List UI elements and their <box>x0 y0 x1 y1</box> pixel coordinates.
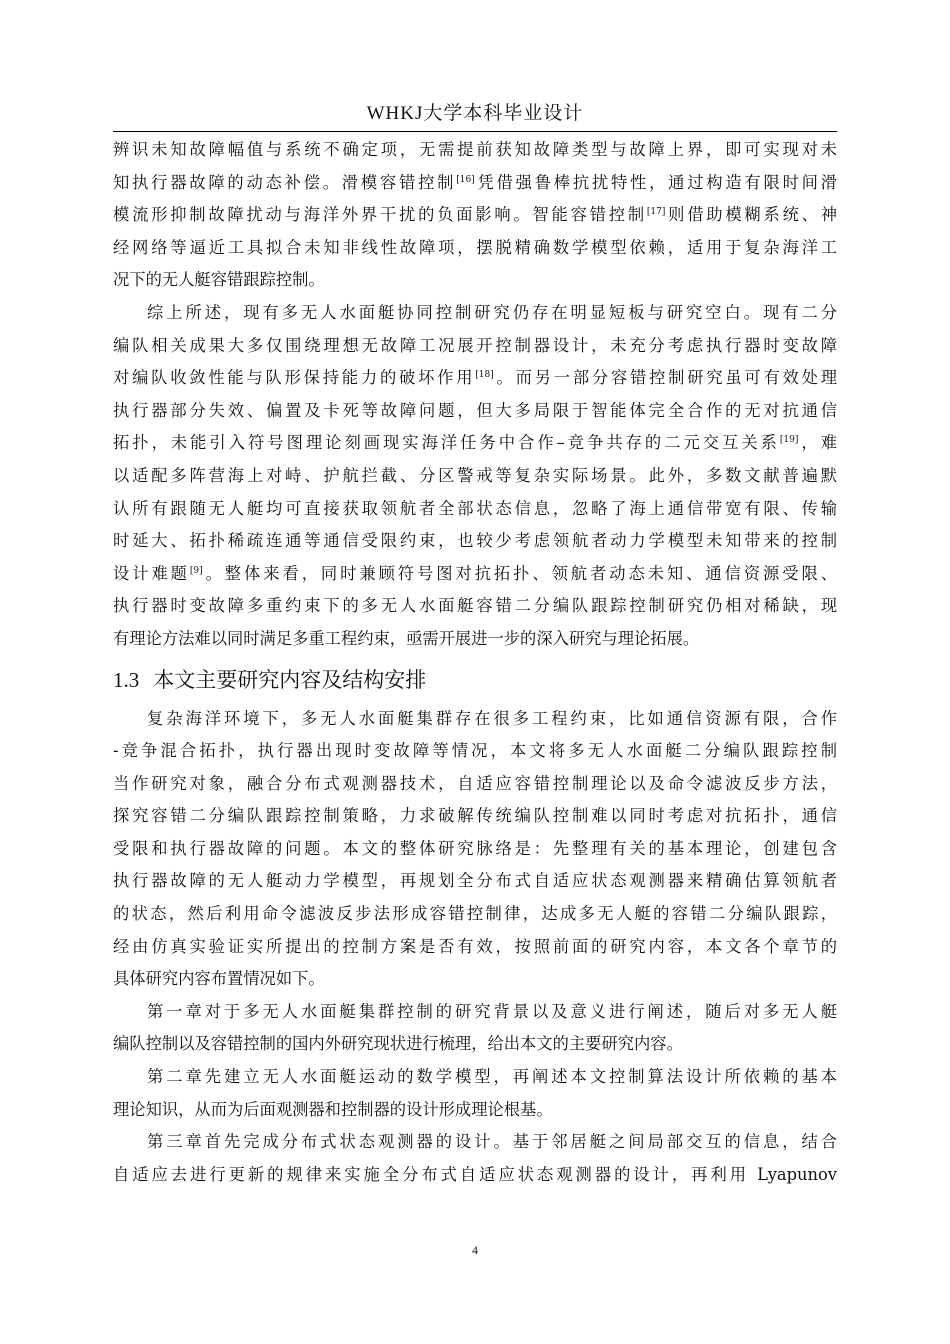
text-line: 探究容错二分编队跟踪控制策略，力求破解传统编队控制难以同时考虑对抗拓扑，通信 <box>113 806 837 826</box>
text-line: 以适配多阵营海上对峙、护航拦截、分区警戒等复杂实际场景。此外，多数文献普遍默 <box>113 465 837 485</box>
text-line: 第三章首先完成分布式状态观测器的设计。基于邻居艇之间局部交互的信息，结合 <box>147 1132 837 1152</box>
text-line: 有理论方法难以同时满足多重工程约束，亟需开展进一步的深入研究与理论拓展。 <box>113 628 700 648</box>
section-title: 本文主要研究内容及结构安排 <box>153 667 427 692</box>
citation-ref: [16] <box>456 174 475 185</box>
text-line: 经由仿真实验证实所提出的控制方案是否有效，按照前面的研究内容，本文各个章节的 <box>113 936 837 956</box>
text-line: 执行器部分失效、偏置及卡死等故障问题，但大多局限于智能体完全合作的无对抗通信 <box>113 400 837 420</box>
text-line: 的状态，然后利用命令滤波反步法形成容错控制律，达成多无人艇的容错二分编队跟踪， <box>113 904 837 924</box>
page-body <box>113 134 837 1191</box>
paragraph-chapter-two <box>113 1061 837 1126</box>
text-line: 当作研究对象，融合分布式观测器技术，自适应容错控制理论以及命令滤波反步方法， <box>113 773 837 793</box>
citation-ref: [19] <box>779 435 799 446</box>
paragraph-research-content <box>113 703 837 996</box>
text-line: 受限和执行器故障的问题。本文的整体研究脉络是：先整理有关的基本理论，创建包含 <box>113 838 837 858</box>
text-line: 复杂海洋环境下，多无人水面艇集群存在很多工程约束，比如通信资源有限，合作 <box>147 708 837 728</box>
text-line: 知执行器故障的动态补偿。滑模容错控制[16]凭借强鲁棒抗扰特性，通过构造有限时间滑 <box>113 172 837 192</box>
section-heading <box>113 657 837 703</box>
text-line: 执行器时变故障多重约束下的多无人水面艇容错二分编队跟踪控制研究仍相对稀缺，现 <box>113 596 837 616</box>
citation-ref: [17] <box>646 207 666 218</box>
paragraph-chapter-three <box>113 1126 837 1191</box>
text-line: 具体研究内容布置情况如下。 <box>113 969 325 989</box>
text-line: 时延大、拓扑稀疏连通等通信受限约束，也较少考虑领航者动力学模型未知带来的控制 <box>113 531 837 551</box>
paragraph-fault-tolerant-methods <box>113 134 837 297</box>
text-line: 理论知识，从而为后面观测器和控制器的设计形成理论根基。 <box>113 1099 553 1119</box>
text-line: 认所有跟随无人艇均可直接获取领航者全部状态信息，忽略了海上通信带宽有限、传输 <box>113 498 837 518</box>
paragraph-research-gaps <box>113 297 837 656</box>
text-line: 模流形抑制故障扰动与海洋外界干扰的负面影响。智能容错控制[17]则借助模糊系统、神 <box>113 205 837 225</box>
text-line: 执行器故障的无人艇动力学模型，再规划全分布式自适应状态观测器来精确估算领航者 <box>113 871 837 891</box>
text-line: 第一章对于多无人水面艇集群控制的研究背景以及意义进行阐述，随后对多无人艇 <box>147 1001 837 1021</box>
text-line: 设计难题[9]。整体来看，同时兼顾符号图对抗拓扑、领航者动态未知、通信资源受限、 <box>113 563 837 583</box>
paragraph-chapter-one <box>113 996 837 1061</box>
page-number: 4 <box>472 1243 478 1257</box>
text-line: 编队控制以及容错控制的国内外研究现状进行梳理，给出本文的主要研究内容。 <box>113 1034 683 1054</box>
section-number: 1.3 <box>113 667 140 692</box>
text-line: 经网络等逼近工具拟合未知非线性故障项，摆脱精确数学模型依赖，适用于复杂海洋工 <box>113 237 837 257</box>
text-line: 第二章先建立无人水面艇运动的数学模型，再阐述本文控制算法设计所依赖的基本 <box>147 1067 837 1087</box>
text-line: 编队相关成果大多仅围绕理想无故障工况展开控制器设计，未充分考虑执行器时变故障 <box>113 335 837 355</box>
text-line: -竞争混合拓扑，执行器出现时变故障等情况，本文将多无人水面艇二分编队跟踪控制 <box>113 741 837 761</box>
text-line: 辨识未知故障幅值与系统不确定项，无需提前获知故障类型与故障上界，即可实现对未 <box>113 140 837 159</box>
text-line: 拓扑，未能引入符号图理论刻画现实海洋任务中合作–竞争共存的二元交互关系[19]，难 <box>113 433 837 453</box>
citation-ref: [9] <box>189 565 203 576</box>
citation-ref: [18] <box>475 370 494 381</box>
text-line: 综上所述，现有多无人水面艇协同控制研究仍存在明显短板与研究空白。现有二分 <box>147 302 837 322</box>
page-header: WHKJ大学本科毕业设计 <box>366 103 584 124</box>
text-line: 对编队收敛性能与队形保持能力的破坏作用[18]。而另一部分容错控制研究虽可有效处理 <box>113 368 837 388</box>
header-rule <box>113 131 837 132</box>
text-line: 况下的无人艇容错跟踪控制。 <box>113 270 325 290</box>
text-line: 自适应去进行更新的规律来实施全分布式自适应状态观测器的设计，再利用 Lyapunov <box>113 1164 837 1184</box>
